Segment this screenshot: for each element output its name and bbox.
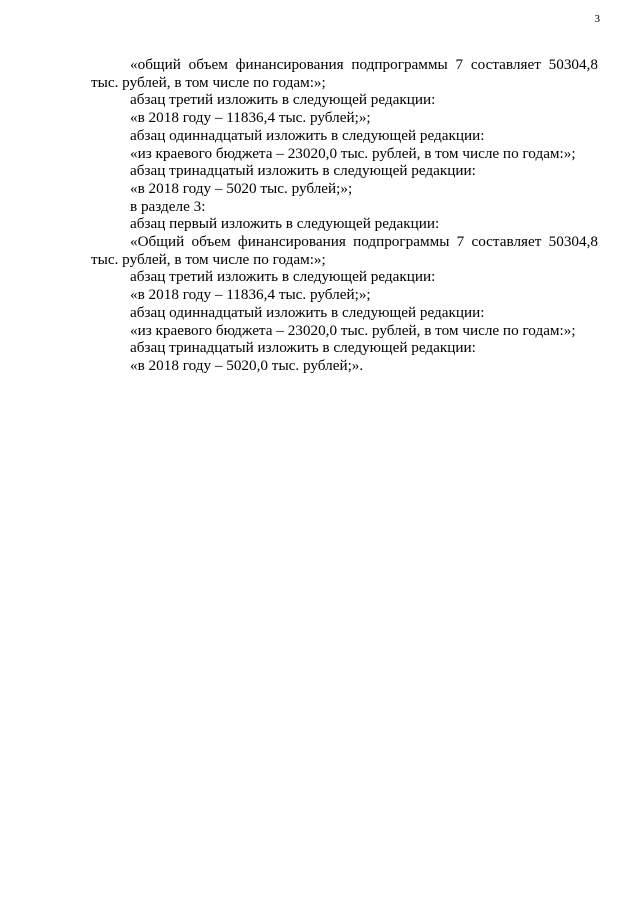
- paragraph-instruction: абзац первый изложить в следующей редакции:: [130, 215, 440, 233]
- paragraph-amendment: «из краевого бюджета – 23020,0 тыс. рублей, в том числе по годам:»;: [130, 144, 576, 162]
- paragraph-instruction: абзац тринадцатый изложить в следующей редакции:: [130, 339, 476, 357]
- page-number: 3: [594, 13, 600, 25]
- paragraph-instruction: абзац третий изложить в следующей редакции:: [130, 91, 436, 109]
- paragraph-instruction: абзац тринадцатый изложить в следующей редакции:: [130, 162, 476, 180]
- document-body: [91, 56, 598, 375]
- paragraph-amendment: «в 2018 году – 5020 тыс. рублей;»;: [130, 179, 353, 197]
- paragraph-instruction: абзац одиннадцатый изложить в следующей редакции:: [130, 303, 485, 321]
- paragraph-amendment: «в 2018 году – 11836,4 тыс. рублей;»;: [130, 109, 371, 127]
- paragraph-section-heading: в разделе 3:: [130, 197, 206, 215]
- paragraph-instruction: абзац третий изложить в следующей редакции:: [130, 268, 436, 286]
- paragraph-total-financing: «общий объем финансирования подпрограммы 7 составляет 50304,8 тыс. рублей, в том числе по годам:»;: [91, 56, 598, 91]
- paragraph-instruction: абзац одиннадцатый изложить в следующей редакции:: [130, 126, 485, 144]
- paragraph-amendment: «в 2018 году – 5020,0 тыс. рублей;».: [130, 356, 364, 374]
- paragraph-amendment: «из краевого бюджета – 23020,0 тыс. рублей, в том числе по годам:»;: [130, 321, 576, 339]
- paragraph-total-financing: «Общий объем финансирования подпрограммы 7 составляет 50304,8 тыс. рублей, в том числе по годам:»;: [91, 233, 598, 268]
- paragraph-amendment: «в 2018 году – 11836,4 тыс. рублей;»;: [130, 286, 371, 304]
